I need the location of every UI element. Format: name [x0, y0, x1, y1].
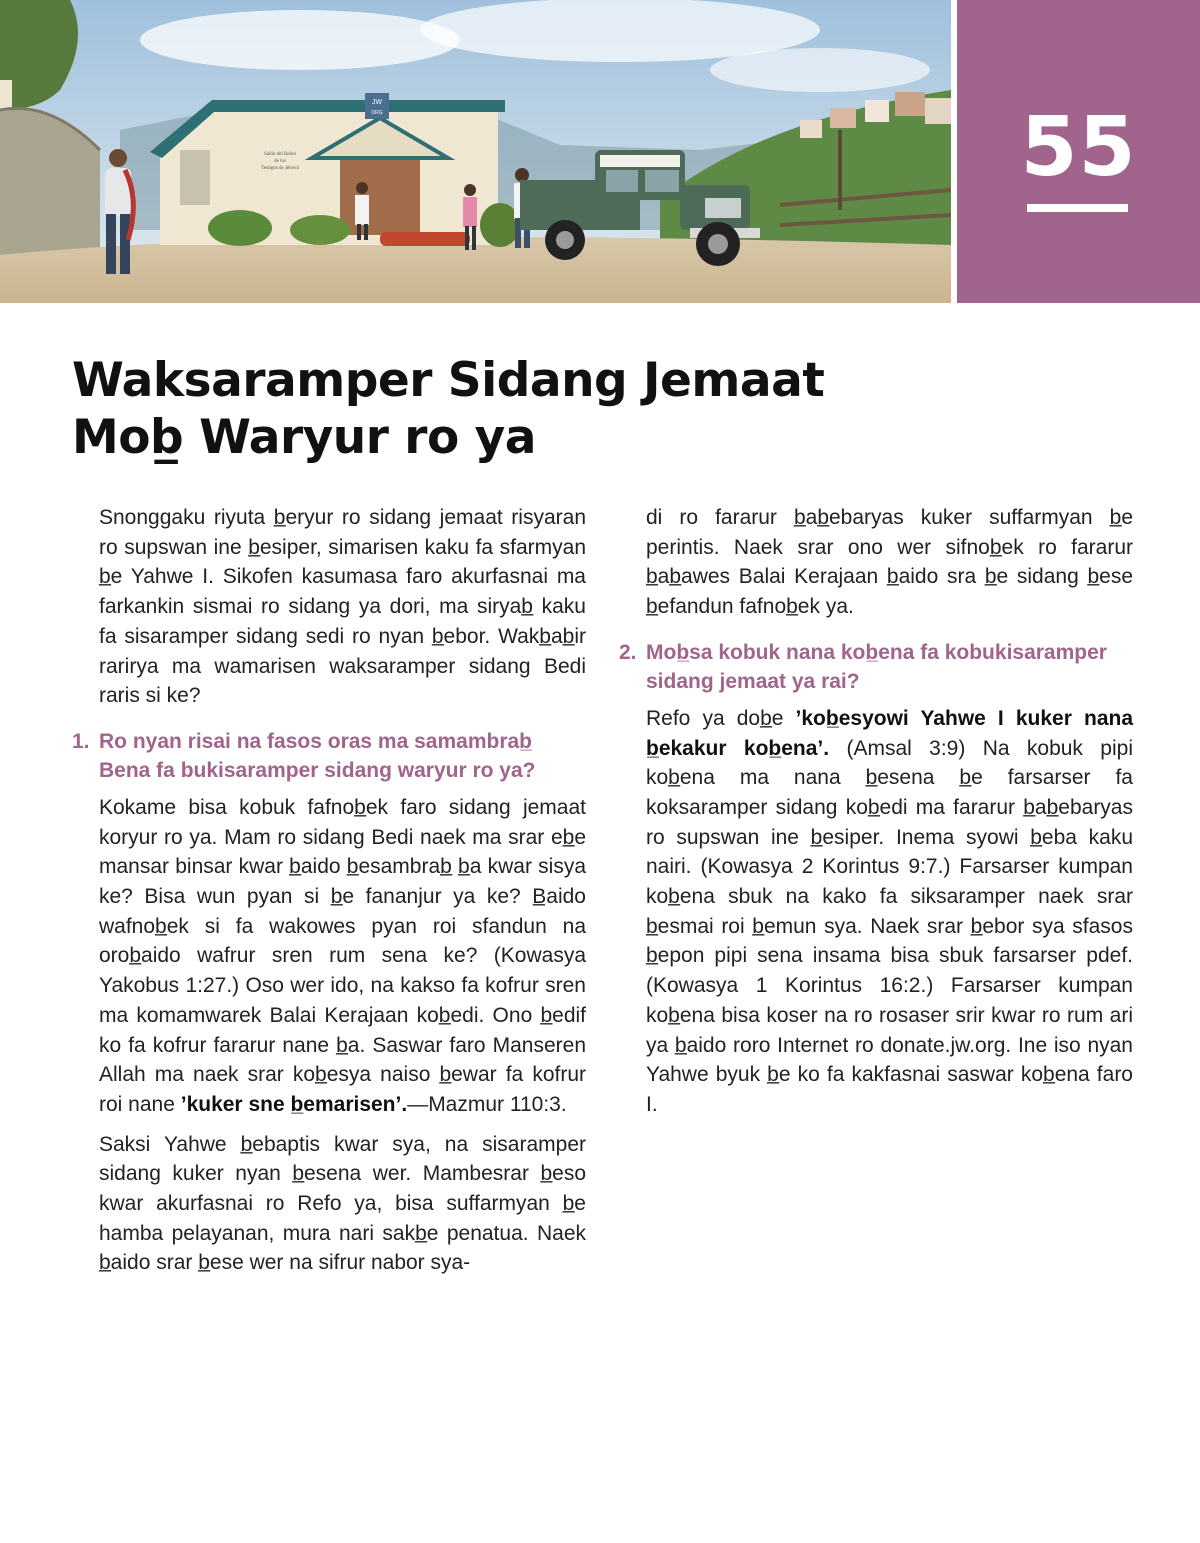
kingdom-hall-scene — [0, 0, 951, 303]
hill-house — [925, 98, 951, 124]
left-column — [72, 503, 586, 1288]
emphasis-text: ’kob̲esyowi Yahwe I kuker nana b̲ekakur kob̲ena’. — [646, 706, 1133, 760]
side-window — [180, 150, 210, 205]
body-paragraph — [646, 704, 1133, 1120]
hall-sign-text: Salón del Reino — [264, 152, 296, 157]
body-paragraph: Saksi Yahwe b̲ebaptis kwar sya, na sisaramper sidang kuker nyan b̲esena wer. Mambesrar b̲eso kwar akurfasnai ro Refo ya, bisa suffarmyan b̲e hamba pelayanan, mura nari sakb̲e penatua. Naek b̲aido srar b̲ese wer na sifrur nabor sya- — [99, 1132, 586, 1275]
question-text: Ro nyan risai na fasos oras ma samambrab̲ Bena fa bukisaramper sidang waryur ro ya? — [99, 729, 536, 782]
hill-house — [830, 108, 856, 128]
body-text: Kokame bisa kobuk fafnob̲ek faro sidang jemaat koryur ro ya. Mam ro sidang Bedi naek ma srar eb̲e mansar binsar kwar b̲aido b̲esambrab̲ b̲a kwar sisya ke? Bisa wun pyan si b̲e fananjur ya ke? B̲aido wafnob̲ek si fa wakowes pyan roi sfandun na orob̲aido wafrur sren rum sena ke? (Kowasya Yakobus 1:27.) Oso wer ido, na kakso fa kofrur sren ma komamwarek Balai Kerajaan kob̲edi. Ono b̲edif ko fa kofrur fararur nane b̲a. Saswar faro Manseren Allah ma naek srar kob̲esya naiso b̲ewar fa kofrur roi nane — [99, 795, 586, 1116]
question-number: 2. — [619, 640, 637, 664]
entrance-door — [340, 160, 420, 235]
right-column — [619, 503, 1133, 1130]
cloud — [140, 10, 460, 70]
body-paragraph — [99, 793, 586, 1120]
emphasis-text: ’kuker sne b̲emarisen’. — [180, 1092, 408, 1116]
cloud — [710, 48, 930, 92]
utility-pole — [838, 130, 842, 210]
page-title-line: Mob̲ Waryur ro ya — [72, 410, 536, 465]
lesson-number-underline — [1027, 204, 1128, 212]
hall-sign-text: de los — [274, 159, 286, 164]
header-illustration — [0, 0, 951, 303]
lesson-number: 55 — [1020, 100, 1137, 195]
jw-logo-text: ORG — [371, 110, 383, 116]
body-text: Refo ya dob̲e — [646, 706, 796, 730]
question-text: Mob̲sa kobuk nana kob̲ena fa kobukisaramper sidang jemaat ya rai? — [646, 640, 1107, 693]
bush — [290, 215, 350, 245]
bush — [208, 210, 272, 246]
hill-house — [895, 92, 925, 116]
scripture-reference: —Mazmur 110:3. — [407, 1092, 567, 1116]
page-title — [72, 352, 892, 466]
jw-logo-text: JW — [371, 99, 383, 106]
page-title-line: Waksaramper Sidang Jemaat — [72, 353, 825, 408]
body-paragraph-continued: di ro fararur b̲ab̲ebaryas kuker suffarmyan b̲e perintis. Naek srar ono wer sifnob̲ek ro fararur b̲ab̲awes Balai Kerajaan b̲aido sra b̲e sidang b̲ese b̲efandun fafnob̲ek ya. — [646, 506, 1133, 619]
question-heading — [619, 638, 1133, 696]
intro-paragraph: Snonggaku riyuta b̲eryur ro sidang jemaat risyaran ro supswan ine b̲esiper, simarisen kaku fa sfarmyan b̲e Yahwe I. Sikofen kasumasa faro akurfasnai ma farkankin sismai ro sidang ya dori, ma siryab̲ kaku fa sisaramper sidang sedi ro nyan b̲ebor. Wakb̲ab̲ir rarirya ma wamarisen waksaramper sidang Bedi raris si ke? — [99, 506, 586, 708]
lesson-number-box — [957, 0, 1200, 303]
question-heading — [72, 727, 586, 785]
hall-sign-text: Testigos de Jehová — [261, 166, 299, 171]
hill-house — [800, 120, 822, 138]
body-text: (Amsal 3:9) Na kobuk pipi kob̲ena ma nana b̲esena b̲e farsarser fa koksaramper sidang kob̲edi ma fararur b̲ab̲ebaryas ro supswan ine b̲esiper. Inema syowi b̲eba kaku nairi. (Kowasya 2 Korintus 9:7.) Farsarser kumpan kob̲ena sbuk na kako fa siksaramper naek srar b̲esmai roi b̲emun sya. Naek srar b̲ebor sya sfasos b̲epon pipi sena insama bisa sbuk farsarser pdef. (Kowasya 1 Korintus 16:2.) Farsarser kumpan kob̲ena bisa koser na ro rosaser srir kwar ro rum ari ya b̲aido roro Internet ro donate.jw.org. Ine iso nyan Yahwe byuk b̲e ko fa kakfasnai saswar kob̲ena faro I. — [646, 736, 1133, 1116]
flower-bed — [380, 232, 470, 246]
hill-house — [865, 100, 889, 122]
question-number: 1. — [72, 729, 90, 753]
